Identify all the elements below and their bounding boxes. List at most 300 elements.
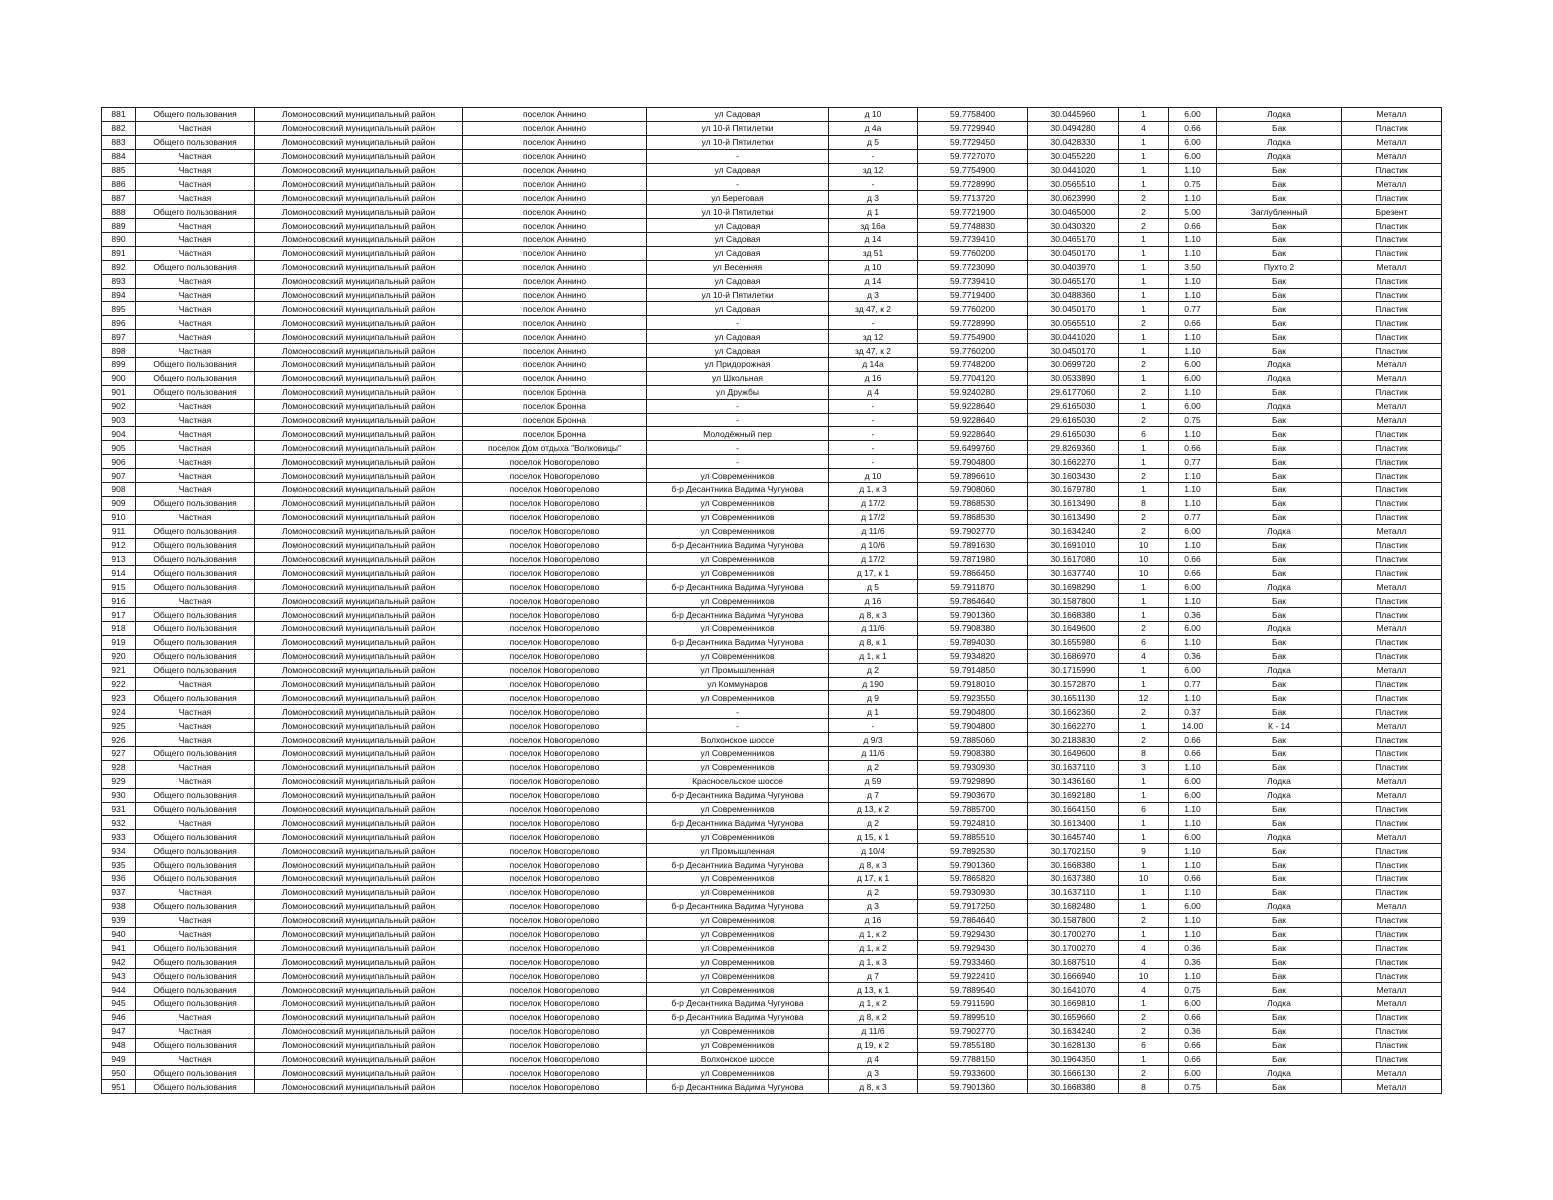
- table-row: [102, 635, 1442, 649]
- cell-container-type: Бак: [1217, 941, 1342, 955]
- cell-container-type: Лодка: [1217, 621, 1342, 635]
- cell-longitude: 30.1637740: [1028, 566, 1119, 580]
- cell-row-number: 947: [102, 1024, 136, 1038]
- cell-container-type: Бак: [1217, 1038, 1342, 1052]
- cell-container-count: 2: [1119, 705, 1169, 719]
- cell-volume: 6.00: [1169, 899, 1217, 913]
- table-row: [102, 1066, 1442, 1080]
- cell-container-count: 1: [1119, 774, 1169, 788]
- table-row: [102, 691, 1442, 705]
- table-row: [102, 177, 1442, 191]
- cell-row-number: 950: [102, 1066, 136, 1080]
- table-row: [102, 621, 1442, 635]
- cell-longitude: 30.1691010: [1028, 538, 1119, 552]
- cell-latitude: 59.7904800: [918, 705, 1028, 719]
- cell-street: б-р Десантника Вадима Чугунова: [647, 1080, 829, 1094]
- cell-ownership-type: Частная: [136, 1024, 255, 1038]
- cell-latitude: 59.7891630: [918, 538, 1028, 552]
- cell-longitude: 30.1700270: [1028, 927, 1119, 941]
- cell-building: д 3: [829, 191, 918, 205]
- cell-material: Пластик: [1342, 913, 1442, 927]
- cell-municipal-district: Ломоносовский муниципальный район: [255, 371, 463, 385]
- cell-material: Брезент: [1342, 205, 1442, 219]
- cell-material: Пластик: [1342, 941, 1442, 955]
- cell-latitude: 59.7924810: [918, 816, 1028, 830]
- cell-municipal-district: Ломоносовский муниципальный район: [255, 552, 463, 566]
- cell-street: -: [647, 719, 829, 733]
- cell-longitude: 29.6165030: [1028, 413, 1119, 427]
- cell-longitude: 30.0441020: [1028, 163, 1119, 177]
- cell-material: Пластик: [1342, 274, 1442, 288]
- cell-municipal-district: Ломоносовский муниципальный район: [255, 760, 463, 774]
- cell-municipal-district: Ломоносовский муниципальный район: [255, 927, 463, 941]
- cell-settlement: поселок Аннино: [463, 177, 647, 191]
- cell-volume: 6.00: [1169, 108, 1217, 122]
- cell-volume: 0.36: [1169, 955, 1217, 969]
- cell-volume: 6.00: [1169, 997, 1217, 1011]
- cell-municipal-district: Ломоносовский муниципальный район: [255, 469, 463, 483]
- cell-municipal-district: Ломоносовский муниципальный район: [255, 496, 463, 510]
- cell-row-number: 912: [102, 538, 136, 552]
- cell-volume: 1.10: [1169, 538, 1217, 552]
- cell-building: д 8, к 3: [829, 858, 918, 872]
- cell-longitude: 30.1613490: [1028, 496, 1119, 510]
- cell-ownership-type: Частная: [136, 483, 255, 497]
- cell-building: д 14а: [829, 358, 918, 372]
- cell-row-number: 893: [102, 274, 136, 288]
- cell-building: д 17, к 1: [829, 566, 918, 580]
- cell-municipal-district: Ломоносовский муниципальный район: [255, 260, 463, 274]
- cell-settlement: поселок Новогорелово: [463, 1066, 647, 1080]
- cell-container-type: Бак: [1217, 496, 1342, 510]
- table-row: [102, 1010, 1442, 1024]
- cell-latitude: 59.7894030: [918, 635, 1028, 649]
- cell-settlement: поселок Новогорелово: [463, 844, 647, 858]
- cell-building: д 1, к 3: [829, 955, 918, 969]
- cell-material: Пластик: [1342, 538, 1442, 552]
- cell-building: д 14: [829, 274, 918, 288]
- cell-ownership-type: Общего пользования: [136, 746, 255, 760]
- cell-settlement: поселок Новогорелово: [463, 649, 647, 663]
- cell-volume: 0.66: [1169, 1038, 1217, 1052]
- cell-volume: 6.00: [1169, 149, 1217, 163]
- cell-street: ул Современников: [647, 746, 829, 760]
- cell-municipal-district: Ломоносовский муниципальный район: [255, 774, 463, 788]
- cell-ownership-type: Частная: [136, 1010, 255, 1024]
- cell-street: ул Коммунаров: [647, 677, 829, 691]
- cell-longitude: 30.0488360: [1028, 288, 1119, 302]
- cell-latitude: 59.7902770: [918, 524, 1028, 538]
- cell-latitude: 59.7788150: [918, 1052, 1028, 1066]
- cell-container-type: Лодка: [1217, 663, 1342, 677]
- cell-building: д 1, к 1: [829, 649, 918, 663]
- cell-municipal-district: Ломоносовский муниципальный район: [255, 163, 463, 177]
- cell-row-number: 898: [102, 344, 136, 358]
- cell-volume: 1.10: [1169, 385, 1217, 399]
- cell-row-number: 930: [102, 788, 136, 802]
- cell-latitude: 59.7713720: [918, 191, 1028, 205]
- cell-container-count: 1: [1119, 455, 1169, 469]
- cell-container-count: 1: [1119, 885, 1169, 899]
- cell-material: Пластик: [1342, 760, 1442, 774]
- cell-settlement: поселок Новогорелово: [463, 899, 647, 913]
- cell-street: б-р Десантника Вадима Чугунова: [647, 858, 829, 872]
- cell-building: д 8, к 3: [829, 1080, 918, 1094]
- cell-latitude: 59.7901360: [918, 608, 1028, 622]
- cell-row-number: 945: [102, 997, 136, 1011]
- cell-row-number: 905: [102, 441, 136, 455]
- cell-longitude: 30.1628130: [1028, 1038, 1119, 1052]
- cell-latitude: 59.7899510: [918, 1010, 1028, 1024]
- cell-latitude: 59.7929430: [918, 941, 1028, 955]
- cell-material: Пластик: [1342, 163, 1442, 177]
- cell-row-number: 951: [102, 1080, 136, 1094]
- cell-volume: 6.00: [1169, 1066, 1217, 1080]
- cell-container-type: К - 14: [1217, 719, 1342, 733]
- cell-longitude: 30.1436160: [1028, 774, 1119, 788]
- cell-building: д 5: [829, 135, 918, 149]
- cell-volume: 0.66: [1169, 1010, 1217, 1024]
- table-row: [102, 399, 1442, 413]
- cell-settlement: поселок Аннино: [463, 219, 647, 233]
- cell-container-type: Лодка: [1217, 524, 1342, 538]
- cell-container-type: Бак: [1217, 441, 1342, 455]
- cell-settlement: поселок Новогорелово: [463, 746, 647, 760]
- cell-volume: 0.77: [1169, 510, 1217, 524]
- cell-street: ул Садовая: [647, 344, 829, 358]
- table-row: [102, 774, 1442, 788]
- cell-ownership-type: Частная: [136, 177, 255, 191]
- cell-latitude: 59.7728990: [918, 177, 1028, 191]
- cell-material: Пластик: [1342, 635, 1442, 649]
- cell-ownership-type: Общего пользования: [136, 649, 255, 663]
- table-row: [102, 663, 1442, 677]
- cell-settlement: поселок Аннино: [463, 260, 647, 274]
- cell-container-count: 8: [1119, 746, 1169, 760]
- cell-latitude: 59.7908380: [918, 621, 1028, 635]
- cell-street: ул Садовая: [647, 246, 829, 260]
- cell-settlement: поселок Аннино: [463, 246, 647, 260]
- cell-container-count: 2: [1119, 219, 1169, 233]
- table-row: [102, 135, 1442, 149]
- cell-longitude: 30.1641070: [1028, 983, 1119, 997]
- cell-building: д 14: [829, 233, 918, 247]
- cell-settlement: поселок Аннино: [463, 108, 647, 122]
- cell-latitude: 59.7930930: [918, 885, 1028, 899]
- cell-building: д 4: [829, 385, 918, 399]
- cell-ownership-type: Общего пользования: [136, 941, 255, 955]
- table-row: [102, 677, 1442, 691]
- cell-volume: 0.66: [1169, 219, 1217, 233]
- table-row: [102, 594, 1442, 608]
- cell-longitude: 30.0465170: [1028, 274, 1119, 288]
- cell-ownership-type: Общего пользования: [136, 621, 255, 635]
- cell-row-number: 896: [102, 316, 136, 330]
- cell-municipal-district: Ломоносовский муниципальный район: [255, 385, 463, 399]
- table-row: [102, 288, 1442, 302]
- table-row: [102, 955, 1442, 969]
- cell-settlement: поселок Новогорелово: [463, 733, 647, 747]
- cell-material: Пластик: [1342, 594, 1442, 608]
- cell-row-number: 927: [102, 746, 136, 760]
- cell-ownership-type: Частная: [136, 469, 255, 483]
- cell-row-number: 918: [102, 621, 136, 635]
- cell-municipal-district: Ломоносовский муниципальный район: [255, 983, 463, 997]
- cell-material: Металл: [1342, 413, 1442, 427]
- table-row: [102, 121, 1442, 135]
- table-row: [102, 608, 1442, 622]
- cell-longitude: 30.1603430: [1028, 469, 1119, 483]
- cell-latitude: 59.7885510: [918, 830, 1028, 844]
- cell-ownership-type: Общего пользования: [136, 1038, 255, 1052]
- cell-container-type: Бак: [1217, 385, 1342, 399]
- cell-settlement: поселок Бронна: [463, 413, 647, 427]
- cell-street: -: [647, 455, 829, 469]
- cell-row-number: 925: [102, 719, 136, 733]
- table-row: [102, 746, 1442, 760]
- cell-building: д 2: [829, 816, 918, 830]
- cell-street: ул Современников: [647, 524, 829, 538]
- cell-building: д 2: [829, 663, 918, 677]
- cell-municipal-district: Ломоносовский муниципальный район: [255, 427, 463, 441]
- cell-longitude: 30.1572870: [1028, 677, 1119, 691]
- cell-settlement: поселок Аннино: [463, 163, 647, 177]
- cell-volume: 1.10: [1169, 969, 1217, 983]
- cell-volume: 0.75: [1169, 413, 1217, 427]
- cell-row-number: 933: [102, 830, 136, 844]
- cell-latitude: 59.7704120: [918, 371, 1028, 385]
- cell-latitude: 59.7901360: [918, 1080, 1028, 1094]
- cell-municipal-district: Ломоносовский муниципальный район: [255, 121, 463, 135]
- cell-container-count: 10: [1119, 538, 1169, 552]
- cell-street: ул Современников: [647, 566, 829, 580]
- cell-latitude: 59.7914850: [918, 663, 1028, 677]
- cell-longitude: 30.1679780: [1028, 483, 1119, 497]
- cell-row-number: 899: [102, 358, 136, 372]
- cell-volume: 0.66: [1169, 1052, 1217, 1066]
- table-row: [102, 358, 1442, 372]
- cell-container-type: Бак: [1217, 983, 1342, 997]
- cell-container-type: Бак: [1217, 927, 1342, 941]
- cell-settlement: поселок Новогорелово: [463, 927, 647, 941]
- cell-settlement: поселок Новогорелово: [463, 552, 647, 566]
- cell-longitude: 30.0465000: [1028, 205, 1119, 219]
- cell-container-type: Бак: [1217, 649, 1342, 663]
- cell-building: д 1, к 3: [829, 483, 918, 497]
- cell-material: Пластик: [1342, 219, 1442, 233]
- cell-building: -: [829, 441, 918, 455]
- cell-building: д 11/6: [829, 1024, 918, 1038]
- cell-street: ул Дружбы: [647, 385, 829, 399]
- cell-material: Пластик: [1342, 802, 1442, 816]
- cell-row-number: 913: [102, 552, 136, 566]
- cell-street: ул 10-й Пятилетки: [647, 288, 829, 302]
- cell-container-count: 2: [1119, 621, 1169, 635]
- cell-building: -: [829, 149, 918, 163]
- cell-longitude: 30.1664150: [1028, 802, 1119, 816]
- cell-street: ул Современников: [647, 871, 829, 885]
- cell-container-type: Лодка: [1217, 149, 1342, 163]
- cell-latitude: 59.6499760: [918, 441, 1028, 455]
- cell-row-number: 887: [102, 191, 136, 205]
- cell-latitude: 59.7929890: [918, 774, 1028, 788]
- cell-material: Пластик: [1342, 691, 1442, 705]
- cell-longitude: 30.1692180: [1028, 788, 1119, 802]
- cell-building: зд 12: [829, 330, 918, 344]
- cell-building: зд 12: [829, 163, 918, 177]
- cell-volume: 6.00: [1169, 621, 1217, 635]
- cell-street: ул Современников: [647, 1066, 829, 1080]
- cell-settlement: поселок Новогорелово: [463, 608, 647, 622]
- cell-container-type: Бак: [1217, 1010, 1342, 1024]
- cell-settlement: поселок Новогорелово: [463, 455, 647, 469]
- cell-volume: 0.75: [1169, 177, 1217, 191]
- cell-longitude: 30.1637380: [1028, 871, 1119, 885]
- cell-material: Пластик: [1342, 121, 1442, 135]
- cell-row-number: 932: [102, 816, 136, 830]
- cell-ownership-type: Частная: [136, 719, 255, 733]
- cell-settlement: поселок Новогорелово: [463, 594, 647, 608]
- cell-settlement: поселок Новогорелово: [463, 788, 647, 802]
- cell-material: Пластик: [1342, 677, 1442, 691]
- cell-settlement: поселок Аннино: [463, 135, 647, 149]
- cell-settlement: поселок Новогорелово: [463, 621, 647, 635]
- cell-ownership-type: Частная: [136, 344, 255, 358]
- cell-container-type: Бак: [1217, 608, 1342, 622]
- cell-row-number: 944: [102, 983, 136, 997]
- cell-ownership-type: Частная: [136, 733, 255, 747]
- cell-volume: 1.10: [1169, 635, 1217, 649]
- cell-material: Металл: [1342, 580, 1442, 594]
- cell-longitude: 30.1587800: [1028, 913, 1119, 927]
- cell-municipal-district: Ломоносовский муниципальный район: [255, 955, 463, 969]
- cell-municipal-district: Ломоносовский муниципальный район: [255, 816, 463, 830]
- cell-ownership-type: Частная: [136, 510, 255, 524]
- cell-municipal-district: Ломоносовский муниципальный район: [255, 135, 463, 149]
- table-row: [102, 302, 1442, 316]
- cell-container-count: 1: [1119, 177, 1169, 191]
- cell-row-number: 936: [102, 871, 136, 885]
- cell-municipal-district: Ломоносовский муниципальный район: [255, 510, 463, 524]
- cell-settlement: поселок Новогорелово: [463, 816, 647, 830]
- cell-settlement: поселок Аннино: [463, 121, 647, 135]
- cell-settlement: поселок Аннино: [463, 371, 647, 385]
- cell-longitude: 30.0565510: [1028, 177, 1119, 191]
- cell-latitude: 59.7917250: [918, 899, 1028, 913]
- cell-building: д 13, к 1: [829, 983, 918, 997]
- cell-row-number: 924: [102, 705, 136, 719]
- cell-street: Волхонское шоссе: [647, 1052, 829, 1066]
- cell-street: -: [647, 149, 829, 163]
- cell-container-count: 1: [1119, 233, 1169, 247]
- table-row: [102, 941, 1442, 955]
- cell-street: ул Промышленная: [647, 844, 829, 858]
- cell-latitude: 59.7754900: [918, 330, 1028, 344]
- cell-building: д 10/4: [829, 844, 918, 858]
- cell-street: ул Современников: [647, 969, 829, 983]
- cell-municipal-district: Ломоносовский муниципальный район: [255, 302, 463, 316]
- cell-building: д 8, к 2: [829, 1010, 918, 1024]
- table-row: [102, 816, 1442, 830]
- cell-longitude: 30.1662270: [1028, 455, 1119, 469]
- cell-container-type: Бак: [1217, 1052, 1342, 1066]
- cell-volume: 1.10: [1169, 233, 1217, 247]
- cell-volume: 1.10: [1169, 427, 1217, 441]
- cell-material: Пластик: [1342, 927, 1442, 941]
- cell-municipal-district: Ломоносовский муниципальный район: [255, 997, 463, 1011]
- cell-building: д 9: [829, 691, 918, 705]
- cell-street: ул 10-й Пятилетки: [647, 205, 829, 219]
- cell-container-type: Бак: [1217, 552, 1342, 566]
- cell-volume: 6.00: [1169, 524, 1217, 538]
- cell-material: Металл: [1342, 399, 1442, 413]
- cell-row-number: 929: [102, 774, 136, 788]
- cell-container-type: Лодка: [1217, 997, 1342, 1011]
- cell-settlement: поселок Новогорелово: [463, 1038, 647, 1052]
- cell-volume: 6.00: [1169, 774, 1217, 788]
- cell-volume: 6.00: [1169, 358, 1217, 372]
- cell-longitude: 29.6165030: [1028, 399, 1119, 413]
- cell-material: Металл: [1342, 358, 1442, 372]
- cell-municipal-district: Ломоносовский муниципальный район: [255, 649, 463, 663]
- cell-volume: 0.66: [1169, 871, 1217, 885]
- cell-settlement: поселок Новогорелово: [463, 997, 647, 1011]
- cell-municipal-district: Ломоносовский муниципальный район: [255, 274, 463, 288]
- cell-ownership-type: Частная: [136, 163, 255, 177]
- cell-settlement: поселок Аннино: [463, 233, 647, 247]
- cell-building: д 59: [829, 774, 918, 788]
- cell-building: д 7: [829, 788, 918, 802]
- cell-material: Пластик: [1342, 330, 1442, 344]
- cell-municipal-district: Ломоносовский муниципальный район: [255, 108, 463, 122]
- cell-ownership-type: Общего пользования: [136, 1080, 255, 1094]
- cell-container-count: 1: [1119, 816, 1169, 830]
- cell-longitude: 30.1613490: [1028, 510, 1119, 524]
- cell-building: зд 47, к 2: [829, 344, 918, 358]
- table-row: [102, 844, 1442, 858]
- cell-volume: 0.66: [1169, 441, 1217, 455]
- cell-ownership-type: Общего пользования: [136, 552, 255, 566]
- cell-street: ул Современников: [647, 594, 829, 608]
- cell-container-type: Лодка: [1217, 371, 1342, 385]
- cell-street: ул 10-й Пятилетки: [647, 135, 829, 149]
- cell-container-count: 4: [1119, 649, 1169, 663]
- cell-building: д 11/6: [829, 621, 918, 635]
- cell-building: зд 51: [829, 246, 918, 260]
- cell-ownership-type: Общего пользования: [136, 802, 255, 816]
- cell-material: Пластик: [1342, 316, 1442, 330]
- cell-container-type: Бак: [1217, 413, 1342, 427]
- cell-building: -: [829, 455, 918, 469]
- cell-volume: 1.10: [1169, 927, 1217, 941]
- cell-container-type: Бак: [1217, 566, 1342, 580]
- cell-building: -: [829, 316, 918, 330]
- cell-container-count: 1: [1119, 483, 1169, 497]
- table-row: [102, 371, 1442, 385]
- cell-ownership-type: Общего пользования: [136, 969, 255, 983]
- cell-material: Металл: [1342, 1080, 1442, 1094]
- cell-material: Металл: [1342, 997, 1442, 1011]
- cell-volume: 0.36: [1169, 941, 1217, 955]
- cell-row-number: 940: [102, 927, 136, 941]
- cell-municipal-district: Ломоносовский муниципальный район: [255, 399, 463, 413]
- cell-ownership-type: Частная: [136, 413, 255, 427]
- cell-ownership-type: Общего пользования: [136, 955, 255, 969]
- cell-volume: 0.75: [1169, 983, 1217, 997]
- cell-ownership-type: Частная: [136, 288, 255, 302]
- cell-volume: 1.10: [1169, 246, 1217, 260]
- cell-container-count: 9: [1119, 844, 1169, 858]
